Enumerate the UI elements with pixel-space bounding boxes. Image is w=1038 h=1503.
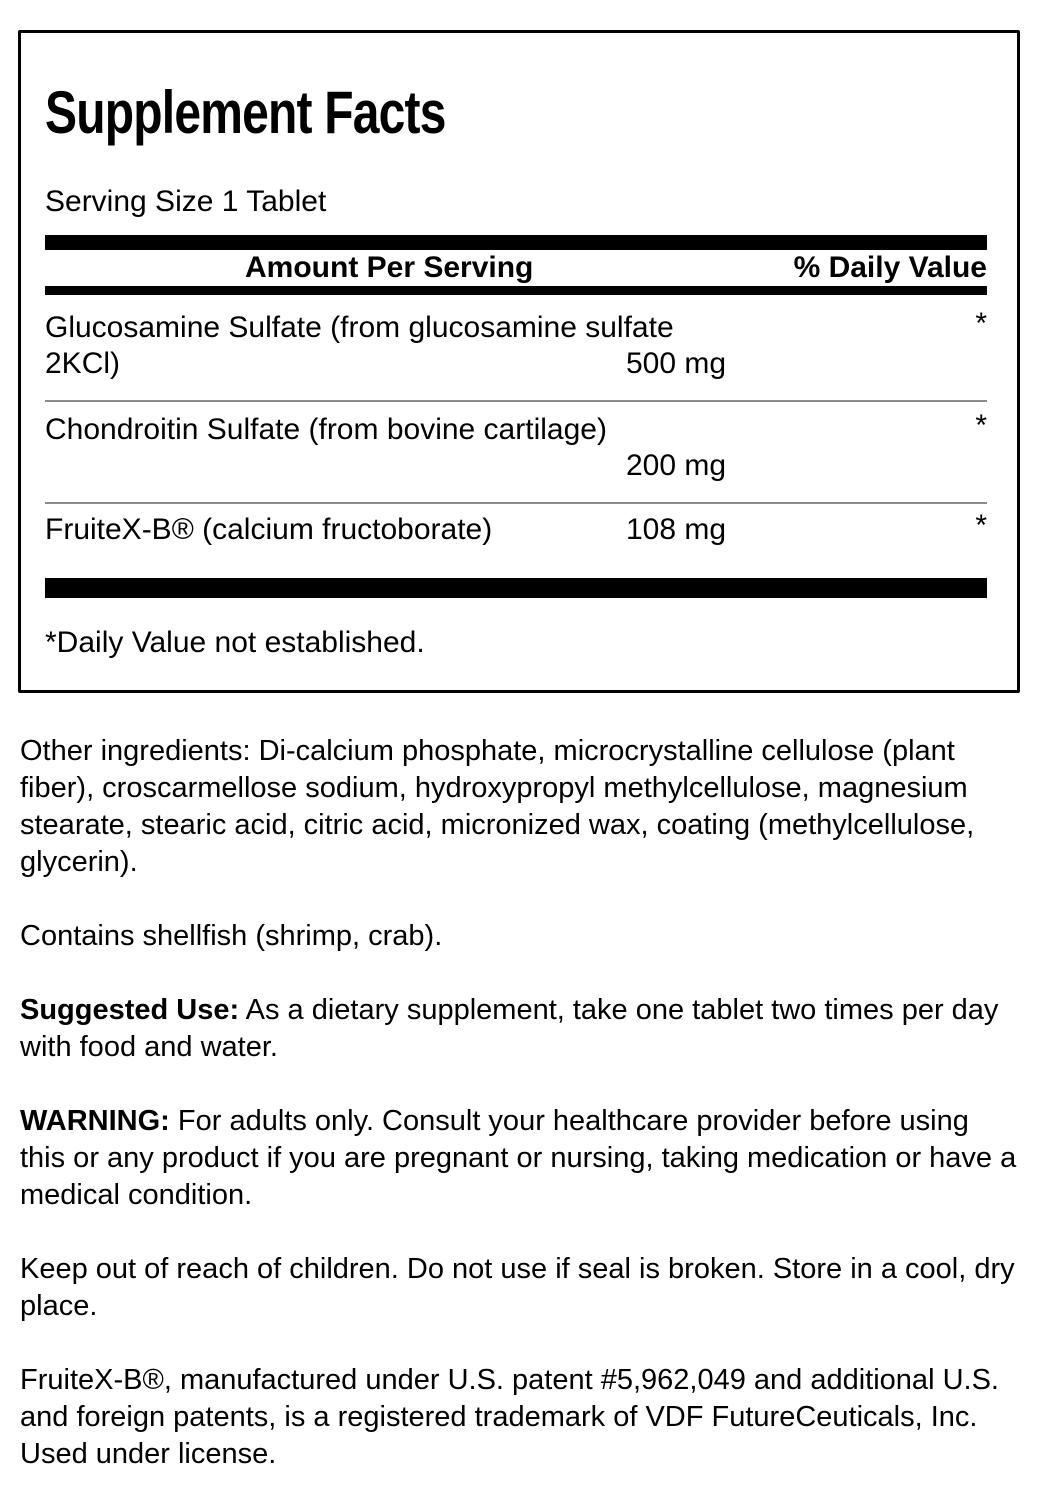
row-line (45, 448, 987, 484)
storage-text: Keep out of reach of children. Do not use if seal is broken. Store in a cool, dry place. (20, 1253, 1015, 1322)
storage-paragraph (20, 1251, 1020, 1325)
ingredient-amount: 500 mg (626, 347, 727, 380)
medium-rule (45, 286, 987, 295)
daily-value-header: % Daily Value (793, 251, 987, 284)
ingredient-name: Glucosamine Sulfate (from glucosamine sulfate (45, 311, 674, 344)
ingredient-amount: 108 mg (626, 513, 727, 546)
row-line (45, 346, 987, 382)
allergen-paragraph (20, 918, 1020, 955)
panel-title: Supplement Facts (45, 79, 446, 146)
heavy-rule-bottom (45, 578, 987, 598)
suggested-use-label: Suggested Use: (20, 994, 240, 1026)
row-line (45, 307, 987, 346)
trademark-paragraph (20, 1362, 1020, 1473)
row-line (45, 509, 987, 548)
daily-value-asterisk: * (975, 509, 987, 542)
suggested-use-text: As a dietary supplement, take one tablet two times per day with food and water. (20, 994, 999, 1063)
ingredient-name: Chondroitin Sulfate (from bovine cartilage) (45, 413, 607, 446)
daily-value-asterisk: * (975, 409, 987, 442)
supplement-facts-panel (18, 30, 1020, 693)
ingredient-name: FruiteX-B® (calcium fructoborate) (45, 513, 493, 546)
daily-value-footnote: *Daily Value not established. (45, 626, 425, 659)
ingredient-name-continued: 2KCl) (45, 347, 121, 380)
amount-per-serving-header: Amount Per Serving (245, 251, 534, 284)
other-ingredients-paragraph (20, 733, 1020, 881)
suggested-use-paragraph (20, 992, 1020, 1066)
table-row-fruitex-b (45, 504, 987, 562)
allergen-text: Contains shellfish (shrimp, crab). (20, 920, 443, 952)
table-header (45, 250, 987, 286)
table-row-glucosamine (45, 295, 987, 400)
warning-paragraph (20, 1103, 1020, 1214)
ingredient-amount: 200 mg (626, 449, 727, 482)
serving-size: Serving Size 1 Tablet (45, 185, 327, 218)
heavy-rule-top (45, 235, 987, 250)
row-line (45, 409, 987, 448)
warning-label: WARNING: (20, 1105, 170, 1137)
trademark-text: FruiteX-B®, manufactured under U.S. patent #5,962,049 and additional U.S. and foreign patents, is a registered trademark of VDF FutureCeuticals, Inc. Used under license. (20, 1364, 999, 1470)
daily-value-asterisk: * (975, 307, 987, 340)
table-row-chondroitin (45, 402, 987, 502)
warning-text: For adults only. Consult your healthcare provider before using this or any product if you are pregnant or nursing, taking medication or have a medical condition. (20, 1105, 1017, 1211)
other-ingredients-text: Other ingredients: Di-calcium phosphate, microcrystalline cellulose (plant fiber), croscarmellose sodium, hydroxypropyl methylcellulose, magnesium stearate, stearic acid, citric acid, micronized wax, coating (methylcellulose, glycerin). (20, 735, 975, 878)
